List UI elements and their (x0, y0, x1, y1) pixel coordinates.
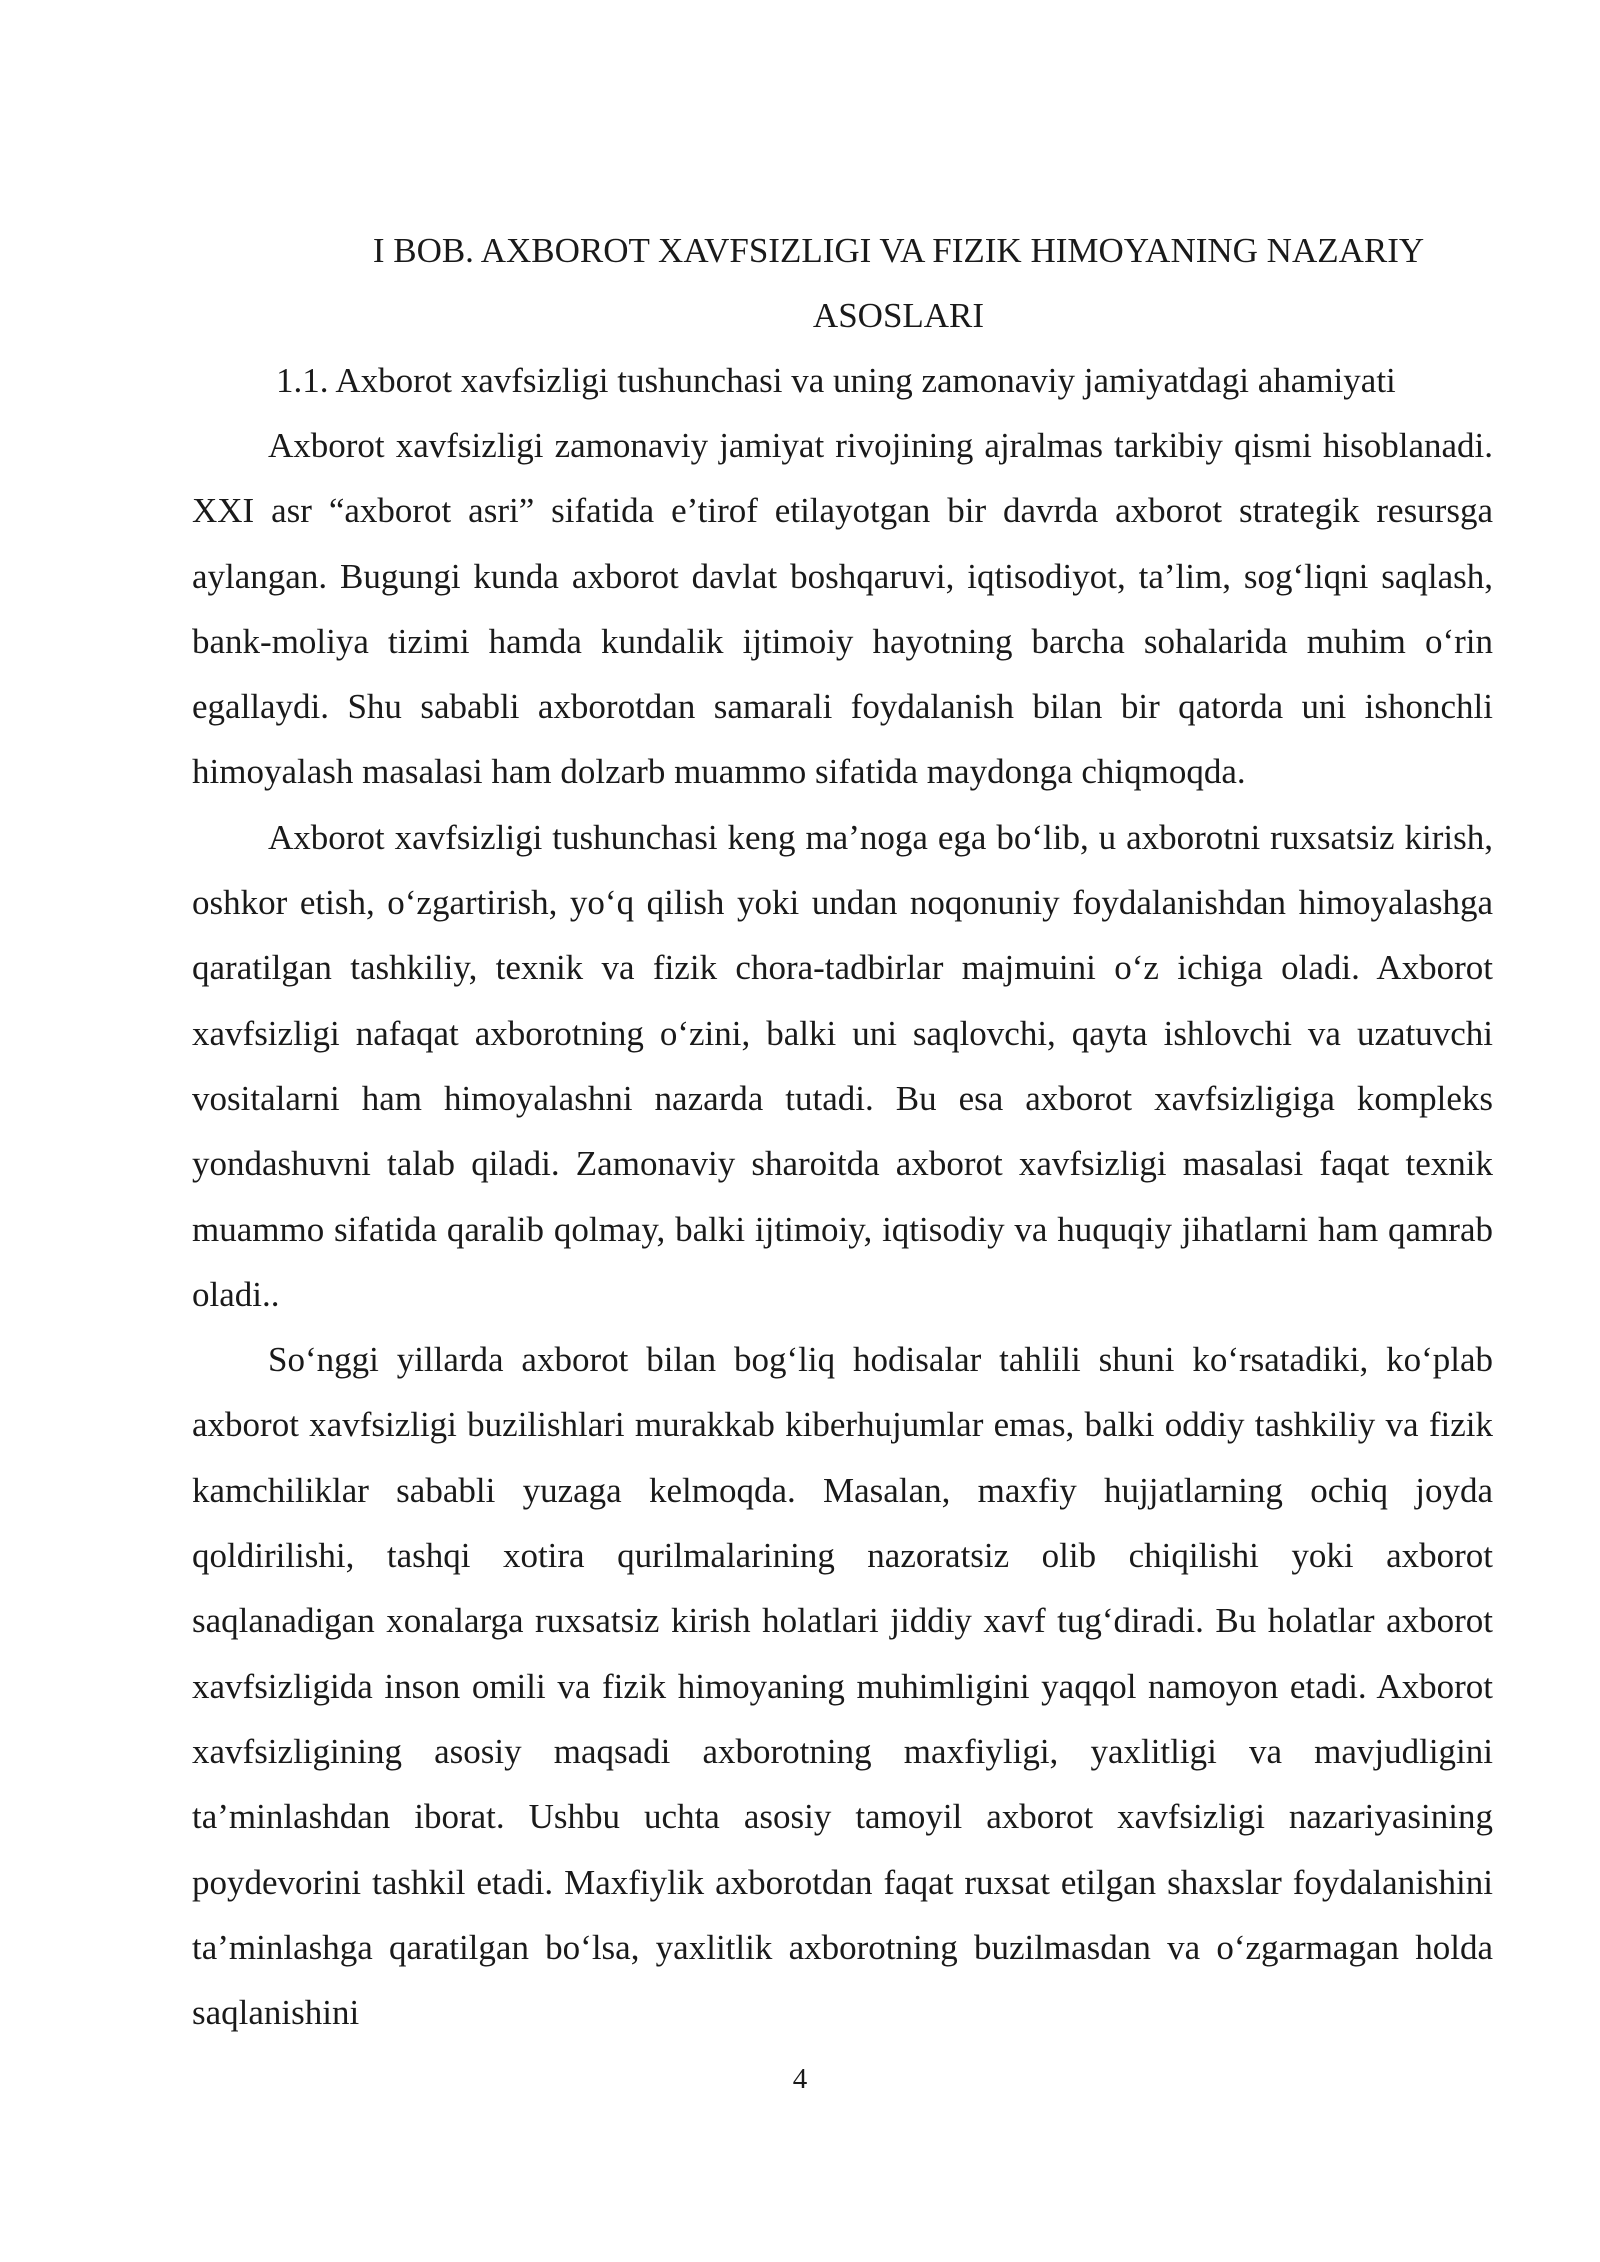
section-title: 1.1. Axborot xavfsizligi tushunchasi va uning zamonaviy jamiyatdagi ahamiyati (276, 361, 1396, 400)
paragraph-2: Axborot xavfsizligi tushunchasi keng ma’noga ega bo‘lib, u axborotni ruxsatsiz kirish, oshkor etish, o‘zgartirish, yo‘q qilish yoki undan noqonuniy foydalanishdan himoyalashga qaratilgan tashkiliy, texnik va fizik chora-tadbirlar majmuini o‘z ichiga oladi. Axborot xavfsizligi nafaqat axborotning o‘zini, balki uni saqlovchi, qayta ishlovchi va uzatuvchi vositalarni ham himoyalashni nazarda tutadi. Bu esa axborot xavfsizligiga kompleks yondashuvni talab qiladi. Zamonaviy sharoitda axborot xavfsizligi masalasi faqat texnik muammo sifatida qaralib qolmay, balki ijtimoiy, iqtisodiy va huquqiy jihatlarni ham qamrab oladi.. (192, 817, 1493, 1314)
page-content (192, 218, 1493, 2045)
paragraph-3: So‘nggi yillarda axborot bilan bog‘liq hodisalar tahlili shuni ko‘rsatadiki, ko‘plab axborot xavfsizligi buzilishlari murakkab kiberhujumlar emas, balki oddiy tashkiliy va fizik kamchiliklar sababli yuzaga kelmoqda. Masalan, maxfiy hujjatlarning ochiq joyda qoldirilishi, tashqi xotira qurilmalarining nazoratsiz olib chiqilishi yoki axborot saqlanadigan xonalarga ruxsatsiz kirish holatlari jiddiy xavf tug‘diradi. Bu holatlar axborot xavfsizligida inson omili va fizik himoyaning muhimligini yaqqol namoyon etadi. Axborot xavfsizligining asosiy maqsadi axborotning maxfiyligi, yaxlitligi va mavjudligini ta’minlashdan iborat. Ushbu uchta asosiy tamoyil axborot xavfsizligi nazariyasining poydevorini tashkil etadi. Maxfiylik axborotdan faqat ruxsat etilgan shaxslar foydalanishini ta’minlashga qaratilgan bo‘lsa, yaxlitlik axborotning buzilmasdan va o‘zgarmagan holda saqlanishini (192, 1340, 1493, 2033)
page-number: 4 (792, 2063, 808, 2095)
paragraph-1: Axborot xavfsizligi zamonaviy jamiyat rivojining ajralmas tarkibiy qismi hisoblanadi. XXI asr “axborot asri” sifatida e’tirof etilayotgan bir davrda axborot strategik resursga aylangan. Bugungi kunda axborot davlat boshqaruvi, iqtisodiyot, ta’lim, sog‘liqni saqlash, bank-moliya tizimi hamda kundalik ijtimoiy hayotning barcha sohalarida muhim o‘rin egallaydi. Shu sababli axborotdan samarali foydalanish bilan bir qatorda uni ishonchli himoyalash masalasi ham dolzarb muammo sifatida maydonga chiqmoqda. (192, 426, 1493, 792)
chapter-title: I BOB. AXBOROT XAVFSIZLIGI VA FIZIK HIMOYANING NAZARIY ASOSLARI (372, 231, 1425, 335)
